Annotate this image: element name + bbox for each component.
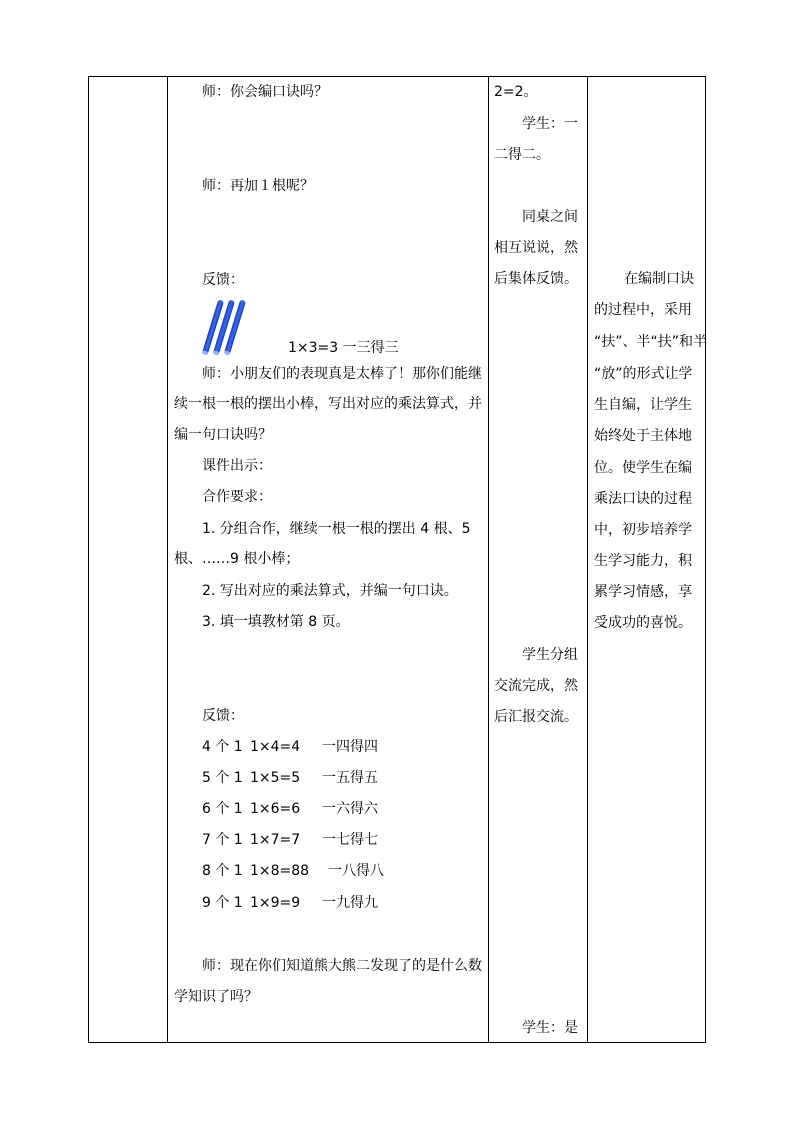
row-count: 7 个 1 [202, 832, 243, 848]
student-answer-line-2: 二得二。 [494, 147, 550, 163]
feedback-label-1: 反馈： [202, 272, 244, 288]
student-answer-line-1: 学生：一 [522, 116, 578, 132]
design-intent-line-10: 生学习能力，积 [594, 553, 692, 569]
student-activity-2-line-2: 交流完成，然 [494, 678, 578, 694]
design-intent-line-8: 乘法口诀的过程 [594, 491, 692, 507]
requirement-2: 2. 写出对应的乘法算式，并编一句口诀。 [202, 583, 458, 599]
design-intent-line-11: 累学习情感，享 [594, 584, 692, 600]
row-count: 6 个 1 [202, 801, 243, 817]
student-activity-1-line-2: 相互说说，然 [494, 240, 578, 256]
design-intent-line-7: 位。使学生在编 [594, 460, 692, 476]
teacher-question-3-line-1: 师：现在你们知道熊大熊二发现了的是什么数 [202, 958, 482, 974]
row-count: 8 个 1 [202, 863, 243, 879]
row-equation: 1×5=5 [250, 770, 301, 786]
courseware-label: 课件出示： [202, 458, 272, 474]
requirement-1-line-2: 根、……9 根小棒； [174, 551, 300, 567]
student-activity-1-line-1: 同桌之间 [522, 209, 578, 225]
student-text: 2=2。 [494, 84, 538, 100]
design-intent-line-5: 生自编，让学生 [594, 397, 692, 413]
student-activity-2-line-1: 学生分组 [522, 647, 578, 663]
teacher-praise-line-2: 续一根一根的摆出小棒，写出对应的乘法算式，并 [174, 396, 482, 412]
requirement-1-line-1: 1. 分组合作，继续一根一根的摆出 4 根、5 [202, 521, 471, 537]
row-count: 9 个 1 [202, 895, 243, 911]
row-verse: 一六得六 [322, 801, 378, 817]
design-intent-line-3: “扶”、半“扶”和半 [594, 334, 708, 350]
requirement-3: 3. 填一填教材第 8 页。 [202, 614, 350, 630]
row-verse: 一五得五 [322, 770, 378, 786]
column-divider-3 [587, 76, 588, 1043]
row-equation: 1×4=4 [250, 739, 301, 755]
design-intent-line-4: “放”的形式让学 [594, 366, 693, 382]
teacher-praise-line-3: 编一句口诀吗？ [174, 427, 272, 443]
student-activity-1-line-3: 后集体反馈。 [494, 271, 578, 287]
design-intent-line-6: 始终处于主体地 [594, 428, 692, 444]
student-activity-2-line-3: 后汇报交流。 [494, 709, 578, 725]
feedback-label-2: 反馈： [202, 708, 244, 724]
row-count: 5 个 1 [202, 770, 243, 786]
teacher-question-3-line-2: 学知识了吗？ [174, 989, 258, 1005]
row-verse: 一八得八 [328, 863, 384, 879]
teacher-question-2: 师：再加１根呢？ [202, 178, 314, 194]
row-equation: 1×7=7 [250, 832, 301, 848]
row-verse: 一九得九 [322, 895, 378, 911]
design-intent-line-12: 受成功的喜悦。 [594, 615, 692, 631]
teacher-question-1: 师：你会编口诀吗？ [202, 84, 328, 100]
row-verse: 一四得四 [322, 739, 378, 755]
row-count: 4 个 1 [202, 739, 243, 755]
column-divider-1 [167, 76, 168, 1043]
column-divider-2 [488, 76, 489, 1043]
design-intent-line-1: 在编制口诀 [624, 271, 694, 287]
teacher-praise-line-1: 师：小朋友们的表现真是太棒了！那你们能继 [202, 366, 482, 382]
student-answer-yes: 学生：是 [522, 1020, 578, 1036]
design-intent-line-9: 中，初步培养学 [594, 522, 692, 538]
design-intent-line-2: 的过程中，采用 [594, 302, 692, 318]
row-equation: 1×8=88 [250, 863, 310, 879]
formula-1x3: 1×3=3 一三得三 [288, 340, 399, 356]
row-equation: 1×9=9 [250, 895, 301, 911]
row-equation: 1×6=6 [250, 801, 301, 817]
cooperation-requirements-label: 合作要求： [202, 489, 272, 505]
row-verse: 一七得七 [322, 832, 378, 848]
